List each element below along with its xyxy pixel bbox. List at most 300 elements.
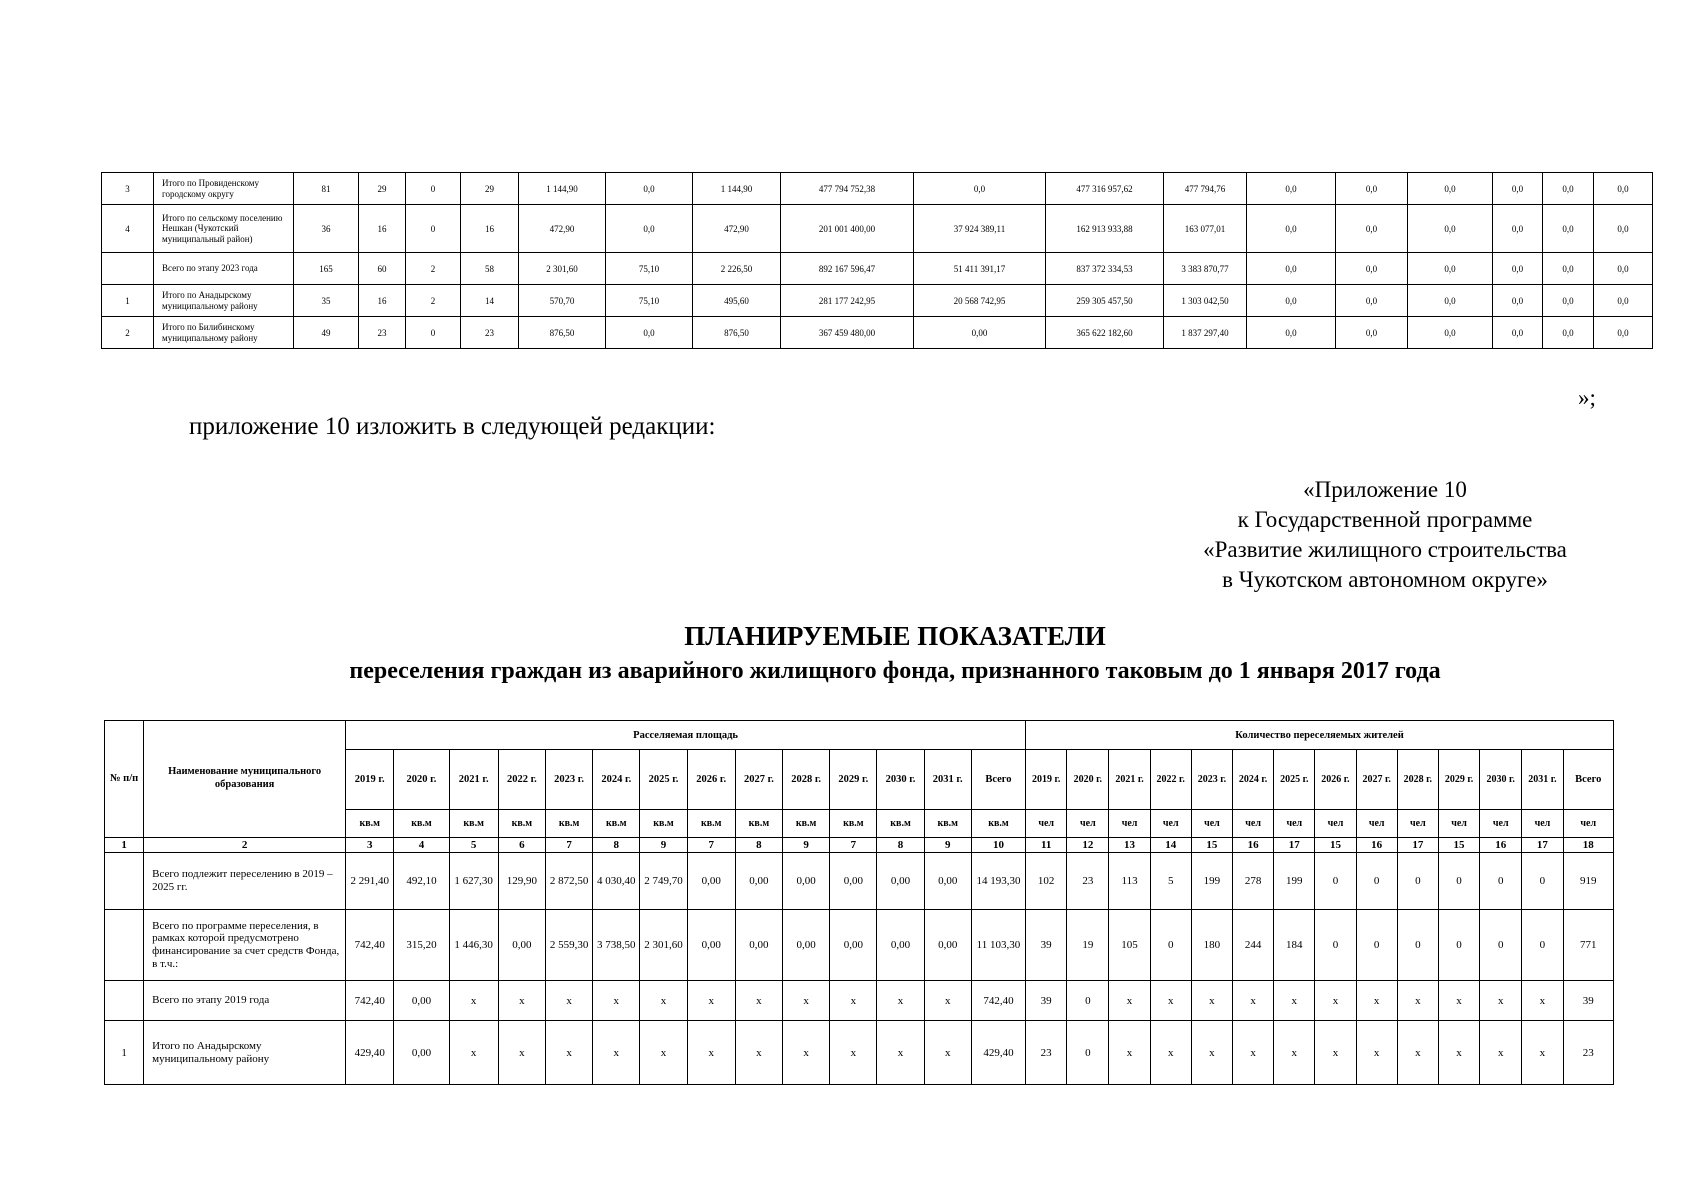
table-cell: 14 193,30 (971, 853, 1025, 910)
table-cell: 0,00 (394, 981, 449, 1021)
area-unit: кв.м (545, 810, 592, 838)
table-row (102, 205, 1653, 253)
table-cell: 0 (406, 173, 461, 205)
intro-text: приложение 10 изложить в следующей редакции: (189, 413, 716, 440)
table-cell: 0,0 (1543, 205, 1594, 253)
table-cell: 0,0 (1336, 173, 1408, 205)
table-cell: 0,0 (1408, 205, 1493, 253)
table-cell: 0 (1438, 853, 1479, 910)
table-cell: 19 (1067, 910, 1109, 981)
table-cell: 2 559,30 (545, 910, 592, 981)
table-cell: х (924, 1021, 971, 1085)
column-number: 17 (1397, 838, 1438, 853)
table-cell: 0 (1356, 853, 1397, 910)
table-row (105, 853, 1614, 910)
table-cell: 3 383 870,77 (1164, 253, 1247, 285)
table-cell: 14 (461, 285, 519, 317)
table-cell: 16 (359, 205, 406, 253)
table-cell: 51 411 391,17 (914, 253, 1046, 285)
column-number: 8 (877, 838, 924, 853)
col-name-header: Наименование муниципального образования (144, 721, 346, 838)
column-number: 1 (105, 838, 144, 853)
table-cell: 39 (1563, 981, 1613, 1021)
row-name: Итого по Провиденскому городскому округу (154, 173, 294, 205)
area-year-header: 2028 г. (783, 750, 830, 810)
table-cell: 0,0 (1493, 205, 1543, 253)
table-cell: 0,0 (1336, 253, 1408, 285)
table-cell: 11 103,30 (971, 910, 1025, 981)
appendix-line: «Развитие жилищного строительства (1203, 537, 1567, 562)
area-unit: кв.м (924, 810, 971, 838)
table-cell: 1 303 042,50 (1164, 285, 1247, 317)
table-cell: 0,0 (1493, 173, 1543, 205)
area-year-header: 2026 г. (687, 750, 735, 810)
table-cell: х (735, 981, 782, 1021)
column-number: 14 (1150, 838, 1191, 853)
row-name: Итого по Анадырскому муниципальному району (144, 1021, 346, 1085)
row-name: Итого по Анадырскому муниципальному району (154, 285, 294, 317)
table-cell: 180 (1191, 910, 1232, 981)
column-number: 3 (346, 838, 394, 853)
table-cell: х (593, 1021, 640, 1085)
area-year-header: 2020 г. (394, 750, 449, 810)
table-cell: 0,0 (1247, 205, 1336, 253)
table-cell: 742,40 (346, 981, 394, 1021)
table-cell: 0,00 (783, 853, 830, 910)
table-cell: х (640, 1021, 687, 1085)
table-cell: 0,0 (1408, 317, 1493, 349)
table-cell: х (1397, 981, 1438, 1021)
table-cell: х (1315, 981, 1356, 1021)
row-name: Итого по Билибинскому муниципальному району (154, 317, 294, 349)
table-cell: х (449, 1021, 498, 1085)
table-cell: 37 924 389,11 (914, 205, 1046, 253)
table-cell: 876,50 (519, 317, 606, 349)
table-cell: 165 (294, 253, 359, 285)
table-cell: х (1397, 1021, 1438, 1085)
table-cell: 0,0 (1247, 253, 1336, 285)
table-cell: 1 144,90 (693, 173, 781, 205)
row-number: 2 (102, 317, 154, 349)
table-cell: 113 (1109, 853, 1150, 910)
column-number: 8 (593, 838, 640, 853)
table-cell: 0,00 (830, 853, 877, 910)
table-cell: х (640, 981, 687, 1021)
column-number: 15 (1438, 838, 1479, 853)
table-cell: 0 (406, 205, 461, 253)
residents-year-header: 2020 г. (1067, 750, 1109, 810)
table-cell: 281 177 242,95 (781, 285, 914, 317)
appendix-line: «Приложение 10 (1303, 477, 1467, 502)
area-year-header: 2029 г. (830, 750, 877, 810)
residents-unit: чел (1522, 810, 1563, 838)
table-cell: 0,0 (1594, 205, 1653, 253)
table-cell: 892 167 596,47 (781, 253, 914, 285)
residents-year-header: 2023 г. (1191, 750, 1232, 810)
table-cell: 39 (1026, 910, 1067, 981)
area-unit: кв.м (593, 810, 640, 838)
table-cell: 0 (1397, 853, 1438, 910)
table-cell: 1 144,90 (519, 173, 606, 205)
table-cell: 3 738,50 (593, 910, 640, 981)
table-cell: 477 794,76 (1164, 173, 1247, 205)
residents-unit: чел (1315, 810, 1356, 838)
table-cell: 163 077,01 (1164, 205, 1247, 253)
column-number: 17 (1522, 838, 1563, 853)
table-cell: 105 (1109, 910, 1150, 981)
area-year-header: 2024 г. (593, 750, 640, 810)
residents-unit: чел (1438, 810, 1479, 838)
residents-unit: чел (1191, 810, 1232, 838)
table-cell: 201 001 400,00 (781, 205, 914, 253)
table-row (102, 285, 1653, 317)
area-group-header: Расселяемая площадь (346, 721, 1026, 750)
table-row (102, 317, 1653, 349)
table-cell: х (830, 1021, 877, 1085)
area-year-header: 2031 г. (924, 750, 971, 810)
row-number (105, 910, 144, 981)
table-cell: 0,00 (877, 853, 924, 910)
appendix-header (1160, 475, 1610, 595)
table-cell: х (545, 1021, 592, 1085)
table-cell: 162 913 933,88 (1046, 205, 1164, 253)
area-unit: кв.м (449, 810, 498, 838)
column-number: 7 (545, 838, 592, 853)
table-cell: 0,00 (687, 910, 735, 981)
column-number: 9 (924, 838, 971, 853)
table-cell: 837 372 334,53 (1046, 253, 1164, 285)
table-cell: 0,0 (1594, 253, 1653, 285)
column-number: 9 (783, 838, 830, 853)
table-cell: х (593, 981, 640, 1021)
residents-group-header: Количество переселяемых жителей (1026, 721, 1614, 750)
table-cell: 129,90 (498, 853, 545, 910)
row-name: Итого по сельскому поселению Нешкан (Чукотский муниципальный район) (154, 205, 294, 253)
table-cell: 16 (461, 205, 519, 253)
table-cell: 259 305 457,50 (1046, 285, 1164, 317)
table-cell: 60 (359, 253, 406, 285)
table-cell: 0,0 (1594, 317, 1653, 349)
table-cell: х (1109, 981, 1150, 1021)
document-subtitle: переселения граждан из аварийного жилищного фонда, признанного таковым до 1 января 2017 года (349, 658, 1441, 684)
table-cell: 23 (461, 317, 519, 349)
table-cell: 429,40 (971, 1021, 1025, 1085)
row-number: 1 (102, 285, 154, 317)
indicators-table (104, 720, 1614, 1085)
table-cell: х (1315, 1021, 1356, 1085)
column-number: 11 (1026, 838, 1067, 853)
table-cell: 29 (359, 173, 406, 205)
table-cell: 23 (359, 317, 406, 349)
table-cell: 0,00 (783, 910, 830, 981)
column-number: 18 (1563, 838, 1613, 853)
closing-quote: »; (1578, 385, 1596, 410)
area-year-header: 2019 г. (346, 750, 394, 810)
table-cell: 23 (1563, 1021, 1613, 1085)
column-number: 2 (144, 838, 346, 853)
table-cell: 75,10 (606, 253, 693, 285)
residents-year-header: 2019 г. (1026, 750, 1067, 810)
table-cell: 199 (1274, 853, 1315, 910)
table-cell: х (1480, 981, 1522, 1021)
table-cell: 2 872,50 (545, 853, 592, 910)
residents-year-header: 2027 г. (1356, 750, 1397, 810)
table-cell: 0 (1150, 910, 1191, 981)
table-cell: х (545, 981, 592, 1021)
area-unit: кв.м (687, 810, 735, 838)
residents-year-header: 2025 г. (1274, 750, 1315, 810)
residents-year-header: 2022 г. (1150, 750, 1191, 810)
column-number: 7 (830, 838, 877, 853)
table-cell: 0,0 (1493, 285, 1543, 317)
table-row (102, 173, 1653, 205)
table-cell: 0 (1480, 853, 1522, 910)
column-number: 7 (687, 838, 735, 853)
table-cell: 0,0 (1543, 317, 1594, 349)
table-cell: 0 (406, 317, 461, 349)
table-cell: 919 (1563, 853, 1613, 910)
table-cell: х (1274, 981, 1315, 1021)
table-cell: х (877, 1021, 924, 1085)
column-number: 8 (735, 838, 782, 853)
table-cell: 0,0 (1247, 317, 1336, 349)
table-cell: 0,0 (1543, 253, 1594, 285)
table-cell: х (449, 981, 498, 1021)
table-cell: 75,10 (606, 285, 693, 317)
residents-year-header: 2031 г. (1522, 750, 1563, 810)
table-cell: 0,00 (830, 910, 877, 981)
table-cell: 472,90 (693, 205, 781, 253)
table-cell: 20 568 742,95 (914, 285, 1046, 317)
col-number-header: № п/п (105, 721, 144, 838)
residents-unit: чел (1397, 810, 1438, 838)
residents-unit: чел (1274, 810, 1315, 838)
table-cell: 367 459 480,00 (781, 317, 914, 349)
table-cell: 184 (1274, 910, 1315, 981)
area-unit: кв.м (783, 810, 830, 838)
table-cell: 0,0 (1543, 173, 1594, 205)
area-year-header: 2023 г. (545, 750, 592, 810)
residents-unit: чел (1067, 810, 1109, 838)
table-cell: х (783, 1021, 830, 1085)
column-number: 16 (1233, 838, 1274, 853)
table-cell: 876,50 (693, 317, 781, 349)
table-cell: 0,0 (1594, 285, 1653, 317)
table-cell: 1 837 297,40 (1164, 317, 1247, 349)
table-cell: х (877, 981, 924, 1021)
table-cell: 81 (294, 173, 359, 205)
table-cell: 23 (1067, 853, 1109, 910)
table-cell: 2 301,60 (519, 253, 606, 285)
residents-unit: чел (1233, 810, 1274, 838)
residents-year-header: 2026 г. (1315, 750, 1356, 810)
table-cell: 0,0 (606, 317, 693, 349)
table-cell: 495,60 (693, 285, 781, 317)
table-cell: 0,0 (1247, 285, 1336, 317)
table-cell: 0,0 (1408, 285, 1493, 317)
column-number: 9 (640, 838, 687, 853)
appendix-line: к Государственной программе (1237, 507, 1533, 532)
table-cell: х (498, 981, 545, 1021)
row-name: Всего по этапу 2019 года (144, 981, 346, 1021)
table-cell: х (1480, 1021, 1522, 1085)
table-cell: 429,40 (346, 1021, 394, 1085)
area-year-header: 2021 г. (449, 750, 498, 810)
column-number: 16 (1480, 838, 1522, 853)
table-cell: х (1438, 981, 1479, 1021)
residents-year-header: Всего (1563, 750, 1613, 810)
row-number (102, 253, 154, 285)
table-cell: х (1522, 1021, 1563, 1085)
row-name: Всего по этапу 2023 года (154, 253, 294, 285)
table-cell: 0,0 (1594, 173, 1653, 205)
residents-unit: чел (1480, 810, 1522, 838)
table-cell: 5 (1150, 853, 1191, 910)
table-cell: 477 794 752,38 (781, 173, 914, 205)
residents-unit: чел (1356, 810, 1397, 838)
area-year-header: 2025 г. (640, 750, 687, 810)
table-cell: 0 (1315, 910, 1356, 981)
table-cell: 0,0 (1336, 205, 1408, 253)
residents-unit: чел (1150, 810, 1191, 838)
residents-unit: чел (1563, 810, 1613, 838)
area-year-header: 2030 г. (877, 750, 924, 810)
area-year-header: Всего (971, 750, 1025, 810)
table-row (105, 910, 1614, 981)
table-cell: 0,00 (394, 1021, 449, 1085)
table-cell: 1 446,30 (449, 910, 498, 981)
table-cell: 0,00 (735, 853, 782, 910)
table-cell: 0,0 (1493, 317, 1543, 349)
table-cell: 0,00 (498, 910, 545, 981)
table-cell: 0 (1397, 910, 1438, 981)
table-cell: 2 291,40 (346, 853, 394, 910)
residents-year-header: 2029 г. (1438, 750, 1479, 810)
table-cell: х (1356, 981, 1397, 1021)
column-number: 15 (1191, 838, 1232, 853)
table-cell: 0 (1480, 910, 1522, 981)
table-cell: 0,0 (1336, 317, 1408, 349)
table-cell: 35 (294, 285, 359, 317)
table-cell: х (1438, 1021, 1479, 1085)
column-number: 4 (394, 838, 449, 853)
column-number: 17 (1274, 838, 1315, 853)
table-cell: 0,00 (877, 910, 924, 981)
previous-table (101, 172, 1653, 349)
table-cell: х (1233, 1021, 1274, 1085)
table-cell: 0,0 (1408, 253, 1493, 285)
table-cell: 0 (1522, 853, 1563, 910)
column-number: 15 (1315, 838, 1356, 853)
table-row (102, 253, 1653, 285)
table-cell: 49 (294, 317, 359, 349)
area-unit: кв.м (498, 810, 545, 838)
table-cell: 492,10 (394, 853, 449, 910)
residents-unit: чел (1026, 810, 1067, 838)
appendix-line: в Чукотском автономном округе» (1222, 567, 1548, 592)
table-cell: х (735, 1021, 782, 1085)
table-cell: 0,0 (1408, 173, 1493, 205)
residents-unit: чел (1109, 810, 1150, 838)
table-cell: х (1191, 981, 1232, 1021)
table-cell: х (783, 981, 830, 1021)
table-cell: 0 (1522, 910, 1563, 981)
table-cell: 0,00 (687, 853, 735, 910)
area-unit: кв.м (830, 810, 877, 838)
area-year-header: 2022 г. (498, 750, 545, 810)
table-cell: 477 316 957,62 (1046, 173, 1164, 205)
table-cell: х (1356, 1021, 1397, 1085)
table-cell: 0,00 (924, 853, 971, 910)
row-number: 4 (102, 205, 154, 253)
column-number: 5 (449, 838, 498, 853)
area-unit: кв.м (640, 810, 687, 838)
table-cell: 315,20 (394, 910, 449, 981)
table-cell: 2 301,60 (640, 910, 687, 981)
table-cell: 1 627,30 (449, 853, 498, 910)
table-cell: х (1150, 981, 1191, 1021)
table-cell: х (1109, 1021, 1150, 1085)
table-cell: 365 622 182,60 (1046, 317, 1164, 349)
residents-year-header: 2030 г. (1480, 750, 1522, 810)
table-cell: 2 (406, 285, 461, 317)
document-title: ПЛАНИРУЕМЫЕ ПОКАЗАТЕЛИ (684, 621, 1106, 651)
table-cell: 23 (1026, 1021, 1067, 1085)
table-row (105, 981, 1614, 1021)
table-cell: 771 (1563, 910, 1613, 981)
table-cell: 39 (1026, 981, 1067, 1021)
table-cell: х (1274, 1021, 1315, 1085)
column-number: 12 (1067, 838, 1109, 853)
table-cell: 244 (1233, 910, 1274, 981)
table-cell: 0,00 (735, 910, 782, 981)
table-cell: 4 030,40 (593, 853, 640, 910)
area-unit: кв.м (735, 810, 782, 838)
residents-year-header: 2024 г. (1233, 750, 1274, 810)
table-cell: 0,0 (606, 205, 693, 253)
table-cell: 0 (1356, 910, 1397, 981)
table-cell: х (687, 981, 735, 1021)
table-cell: 0,0 (1336, 285, 1408, 317)
table-cell: 102 (1026, 853, 1067, 910)
table-cell: х (498, 1021, 545, 1085)
table-cell: 2 226,50 (693, 253, 781, 285)
column-number: 13 (1109, 838, 1150, 853)
row-name: Всего по программе переселения, в рамках которой предусмотрено финансирование за счет средств Фонда, в т.ч.: (144, 910, 346, 981)
table-cell: 36 (294, 205, 359, 253)
table-cell: 0,00 (924, 910, 971, 981)
table-cell: 0,0 (1247, 173, 1336, 205)
table-cell: 472,90 (519, 205, 606, 253)
table-cell: 2 (406, 253, 461, 285)
table-cell: 0 (1315, 853, 1356, 910)
table-cell: х (830, 981, 877, 1021)
residents-year-header: 2021 г. (1109, 750, 1150, 810)
table-cell: 570,70 (519, 285, 606, 317)
table-cell: х (1191, 1021, 1232, 1085)
table-cell: 0,0 (1493, 253, 1543, 285)
table-cell: х (1150, 1021, 1191, 1085)
row-number: 3 (102, 173, 154, 205)
area-unit: кв.м (877, 810, 924, 838)
column-number: 16 (1356, 838, 1397, 853)
table-cell: х (1233, 981, 1274, 1021)
residents-year-header: 2028 г. (1397, 750, 1438, 810)
table-cell: 0 (1438, 910, 1479, 981)
area-year-header: 2027 г. (735, 750, 782, 810)
table-row (105, 1021, 1614, 1085)
table-cell: 16 (359, 285, 406, 317)
